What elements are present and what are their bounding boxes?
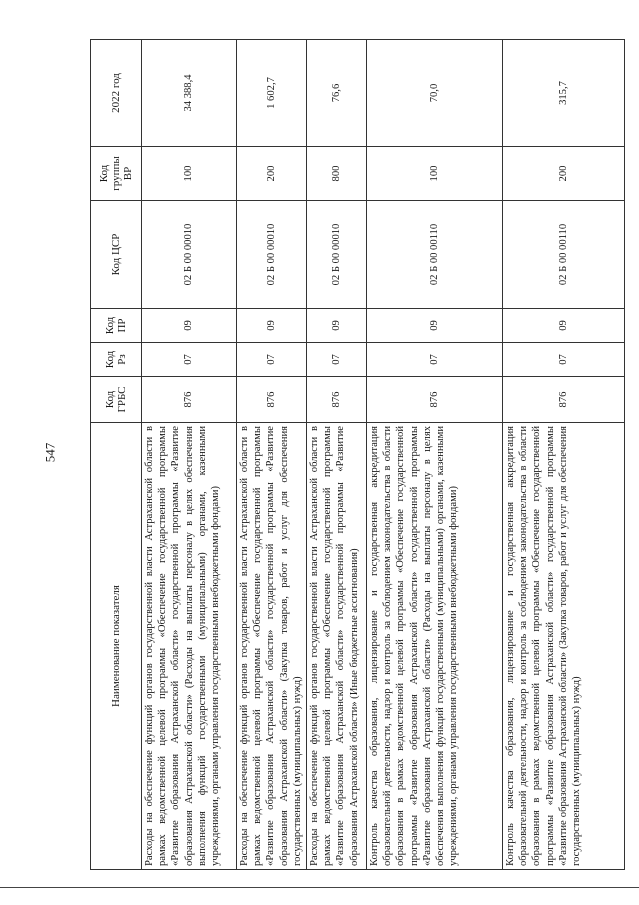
table-row bbox=[307, 40, 367, 870]
table-row bbox=[237, 40, 307, 870]
row-pr: 09 bbox=[142, 309, 237, 343]
row-vr: 100 bbox=[142, 147, 237, 201]
row-vr: 800 bbox=[307, 147, 367, 201]
row-name: Расходы на обеспечение функций органов государственной власти Астраханской области в рамках ведомственной целевой программы «Обеспечение государственной программы «Развитие образования Астраханской области» государственной программы «Развитие образования Астраханской области» (Иные бюджетные ассигнования) bbox=[307, 423, 367, 870]
row-rz: 07 bbox=[503, 343, 625, 377]
row-name: Расходы на обеспечение функций органов государственной власти Астраханской области в рамках ведомственной целевой программы «Обеспечение государственной программы «Развитие образования Астраханской области» государственной программы «Развитие образования Астраханской области» (Расходы на выплаты персоналу в целях обеспечения выполнения функций государственными (муниципальными) органами, казенными учреждениями, органами управления государственными внебюджетными фондами) bbox=[142, 423, 237, 870]
row-rz: 07 bbox=[237, 343, 307, 377]
row-csr: 02 Б 00 00110 bbox=[503, 201, 625, 309]
header-rz: Код Рз bbox=[91, 343, 142, 377]
row-grbs: 876 bbox=[307, 377, 367, 423]
row-csr: 02 Б 00 00010 bbox=[307, 201, 367, 309]
row-value: 34 388,4 bbox=[142, 40, 237, 147]
row-value: 1 602,7 bbox=[237, 40, 307, 147]
row-value: 70,0 bbox=[367, 40, 503, 147]
row-name: Контроль качества образования, лицензирование и государственная аккредитация образовательной деятельности, надзор и контроль за соблюдением законодательства в области образования в рамках ведомственной целевой программы «Обеспечение государственной программы «Развитие образования Астраханской области» государственной программы «Развитие образования Астраханской области» (Расходы на выплаты персоналу в целях обеспечения выполнения функций государственными (муниципальными) органами, казенными учреждениями, органами управления государственными внебюджетными фондами) bbox=[367, 423, 503, 870]
header-grbs: Код ГРБС bbox=[91, 377, 142, 423]
page-number: 547 bbox=[42, 442, 58, 463]
row-vr: 100 bbox=[367, 147, 503, 201]
row-vr: 200 bbox=[237, 147, 307, 201]
header-row bbox=[91, 40, 142, 870]
row-value: 315,7 bbox=[503, 40, 625, 147]
row-grbs: 876 bbox=[237, 377, 307, 423]
row-pr: 09 bbox=[367, 309, 503, 343]
row-pr: 09 bbox=[307, 309, 367, 343]
row-pr: 09 bbox=[503, 309, 625, 343]
row-rz: 07 bbox=[367, 343, 503, 377]
row-rz: 07 bbox=[142, 343, 237, 377]
row-name: Расходы на обеспечение функций органов государственной власти Астраханской области в рамках ведомственной целевой программы «Обеспечение государственной программы «Развитие образования Астраханской области» государственной программы «Развитие образования Астраханской области» (Закупка товаров, работ и услуг для обеспечения государственных (муниципальных) нужд) bbox=[237, 423, 307, 870]
header-csr: Код ЦСР bbox=[91, 201, 142, 309]
bottom-rule bbox=[0, 887, 639, 888]
header-pr: Код ПР bbox=[91, 309, 142, 343]
table-row bbox=[503, 40, 625, 870]
row-csr: 02 Б 00 00010 bbox=[142, 201, 237, 309]
row-pr: 09 bbox=[237, 309, 307, 343]
row-grbs: 876 bbox=[503, 377, 625, 423]
row-value: 76,6 bbox=[307, 40, 367, 147]
header-name: Наименование показателя bbox=[91, 423, 142, 870]
header-vr: Код группы ВР bbox=[91, 147, 142, 201]
row-vr: 200 bbox=[503, 147, 625, 201]
header-year: 2022 год bbox=[91, 40, 142, 147]
row-csr: 02 Б 00 00110 bbox=[367, 201, 503, 309]
row-grbs: 876 bbox=[142, 377, 237, 423]
table-row bbox=[367, 40, 503, 870]
row-grbs: 876 bbox=[367, 377, 503, 423]
row-name: Контроль качества образования, лицензирование и государственная аккредитация образовательной деятельности, надзор и контроль за соблюдением законодательства в области образования в рамках ведомственной целевой программы «Обеспечение государственной программы «Развитие образования Астраханской области» государственной программы «Развитие образования Астраханской области» (Закупка товаров, работ и услуг для обеспечения государственных (муниципальных) нужд) bbox=[503, 423, 625, 870]
row-rz: 07 bbox=[307, 343, 367, 377]
table-row bbox=[142, 40, 237, 870]
row-csr: 02 Б 00 00010 bbox=[237, 201, 307, 309]
budget-table bbox=[90, 39, 625, 870]
rotated-page-content bbox=[90, 40, 621, 870]
